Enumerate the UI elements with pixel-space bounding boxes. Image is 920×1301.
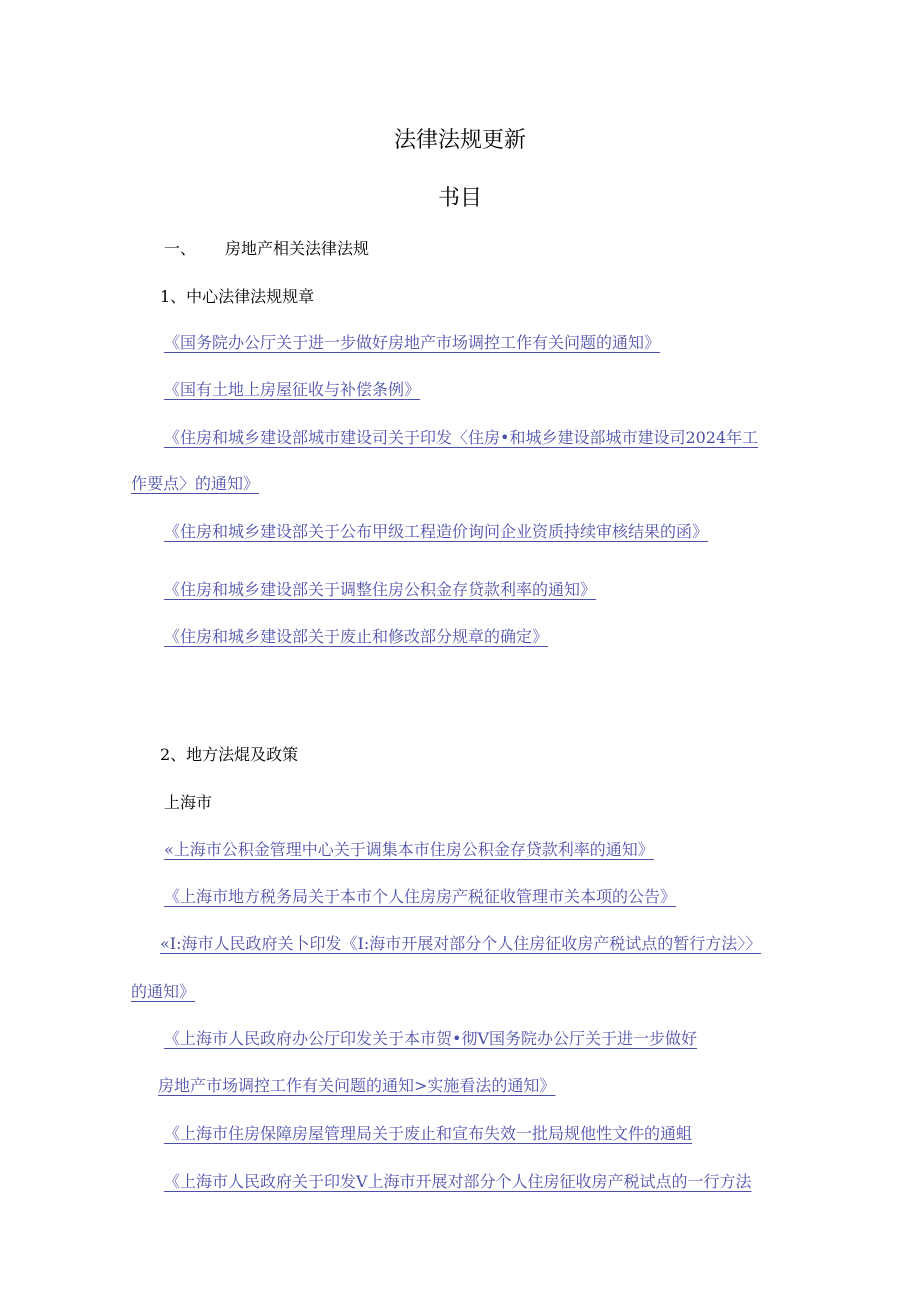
city-label: 上海市 [164,793,213,812]
subsection-heading-central: 1、中心法律法规规章 [160,287,315,306]
link-abolish-rules[interactable]: 《住房和城乡建设部关于废止和修改部分规章的确定》 [164,627,549,646]
link-housing-fund-rate[interactable]: 《住房和城乡建设部关于调整住房公积金存贷款利率的通知》 [164,580,597,599]
section-number: 一、 [164,239,197,258]
link-urban-construction-workplan[interactable]: 《住房和城乡建设部城市建设司关于印发〈住房•和城乡建设部城市建设司2024年工 [164,428,759,447]
document-title: 法律法规更新 [393,128,526,153]
link-shanghai-property-tax-pilot[interactable]: «I:海市人民政府关卜印发《I:海市开展对部分个人住房征收房产税试点的暂行方法〉〉 [160,934,762,953]
link-shanghai-implementation-opinion-cont[interactable]: 房地产市场调控工作有关问题的通知>实施看法的通知》 [158,1076,556,1095]
link-land-expropriation-regulation[interactable]: 《国有土地上房屋征收与补偿条例》 [164,380,421,399]
section-heading: 房地产相关法律法规 [225,239,370,258]
document-subtitle: 书目 [437,186,482,211]
link-cost-consulting-review[interactable]: 《住房和城乡建设部关于公布甲级工程造价询问企业资质持续审核结果的函》 [164,522,709,541]
link-shanghai-fund-rate[interactable]: «上海市公积金管理中心关于调集本市住房公积金存贷款利率的通知》 [164,840,654,859]
link-shanghai-implementation-opinion[interactable]: 《上海市人民政府办公厅印发关于本市贺•彻V国务院办公厅关于进一步做好 [164,1029,697,1048]
link-shanghai-housing-bureau-abolish[interactable]: 《上海市住房保障房屋管理局关于废止和宣布失效一批局规他性文件的通蛆 [164,1124,693,1143]
link-shanghai-tax-bureau[interactable]: 《上海市地方税务局关于本市个人住房房产税征收管理市关本项的公告》 [164,887,677,906]
link-shanghai-property-tax-pilot-cont[interactable]: 的通知》 [131,982,196,1001]
link-urban-construction-workplan-cont[interactable]: 作要点〉的通知》 [131,474,260,493]
link-state-council-notice[interactable]: 《国务院办公厅关于进一步做好房地产市场调控工作有关问题的通知》 [164,333,661,352]
link-shanghai-property-tax-interim[interactable]: 《上海市人民政府关于印发V上海市开展对部分个人住房征收房产税试点的一行方法 [164,1172,752,1191]
subsection-heading-local: 2、地方法焜及政策 [160,745,299,764]
